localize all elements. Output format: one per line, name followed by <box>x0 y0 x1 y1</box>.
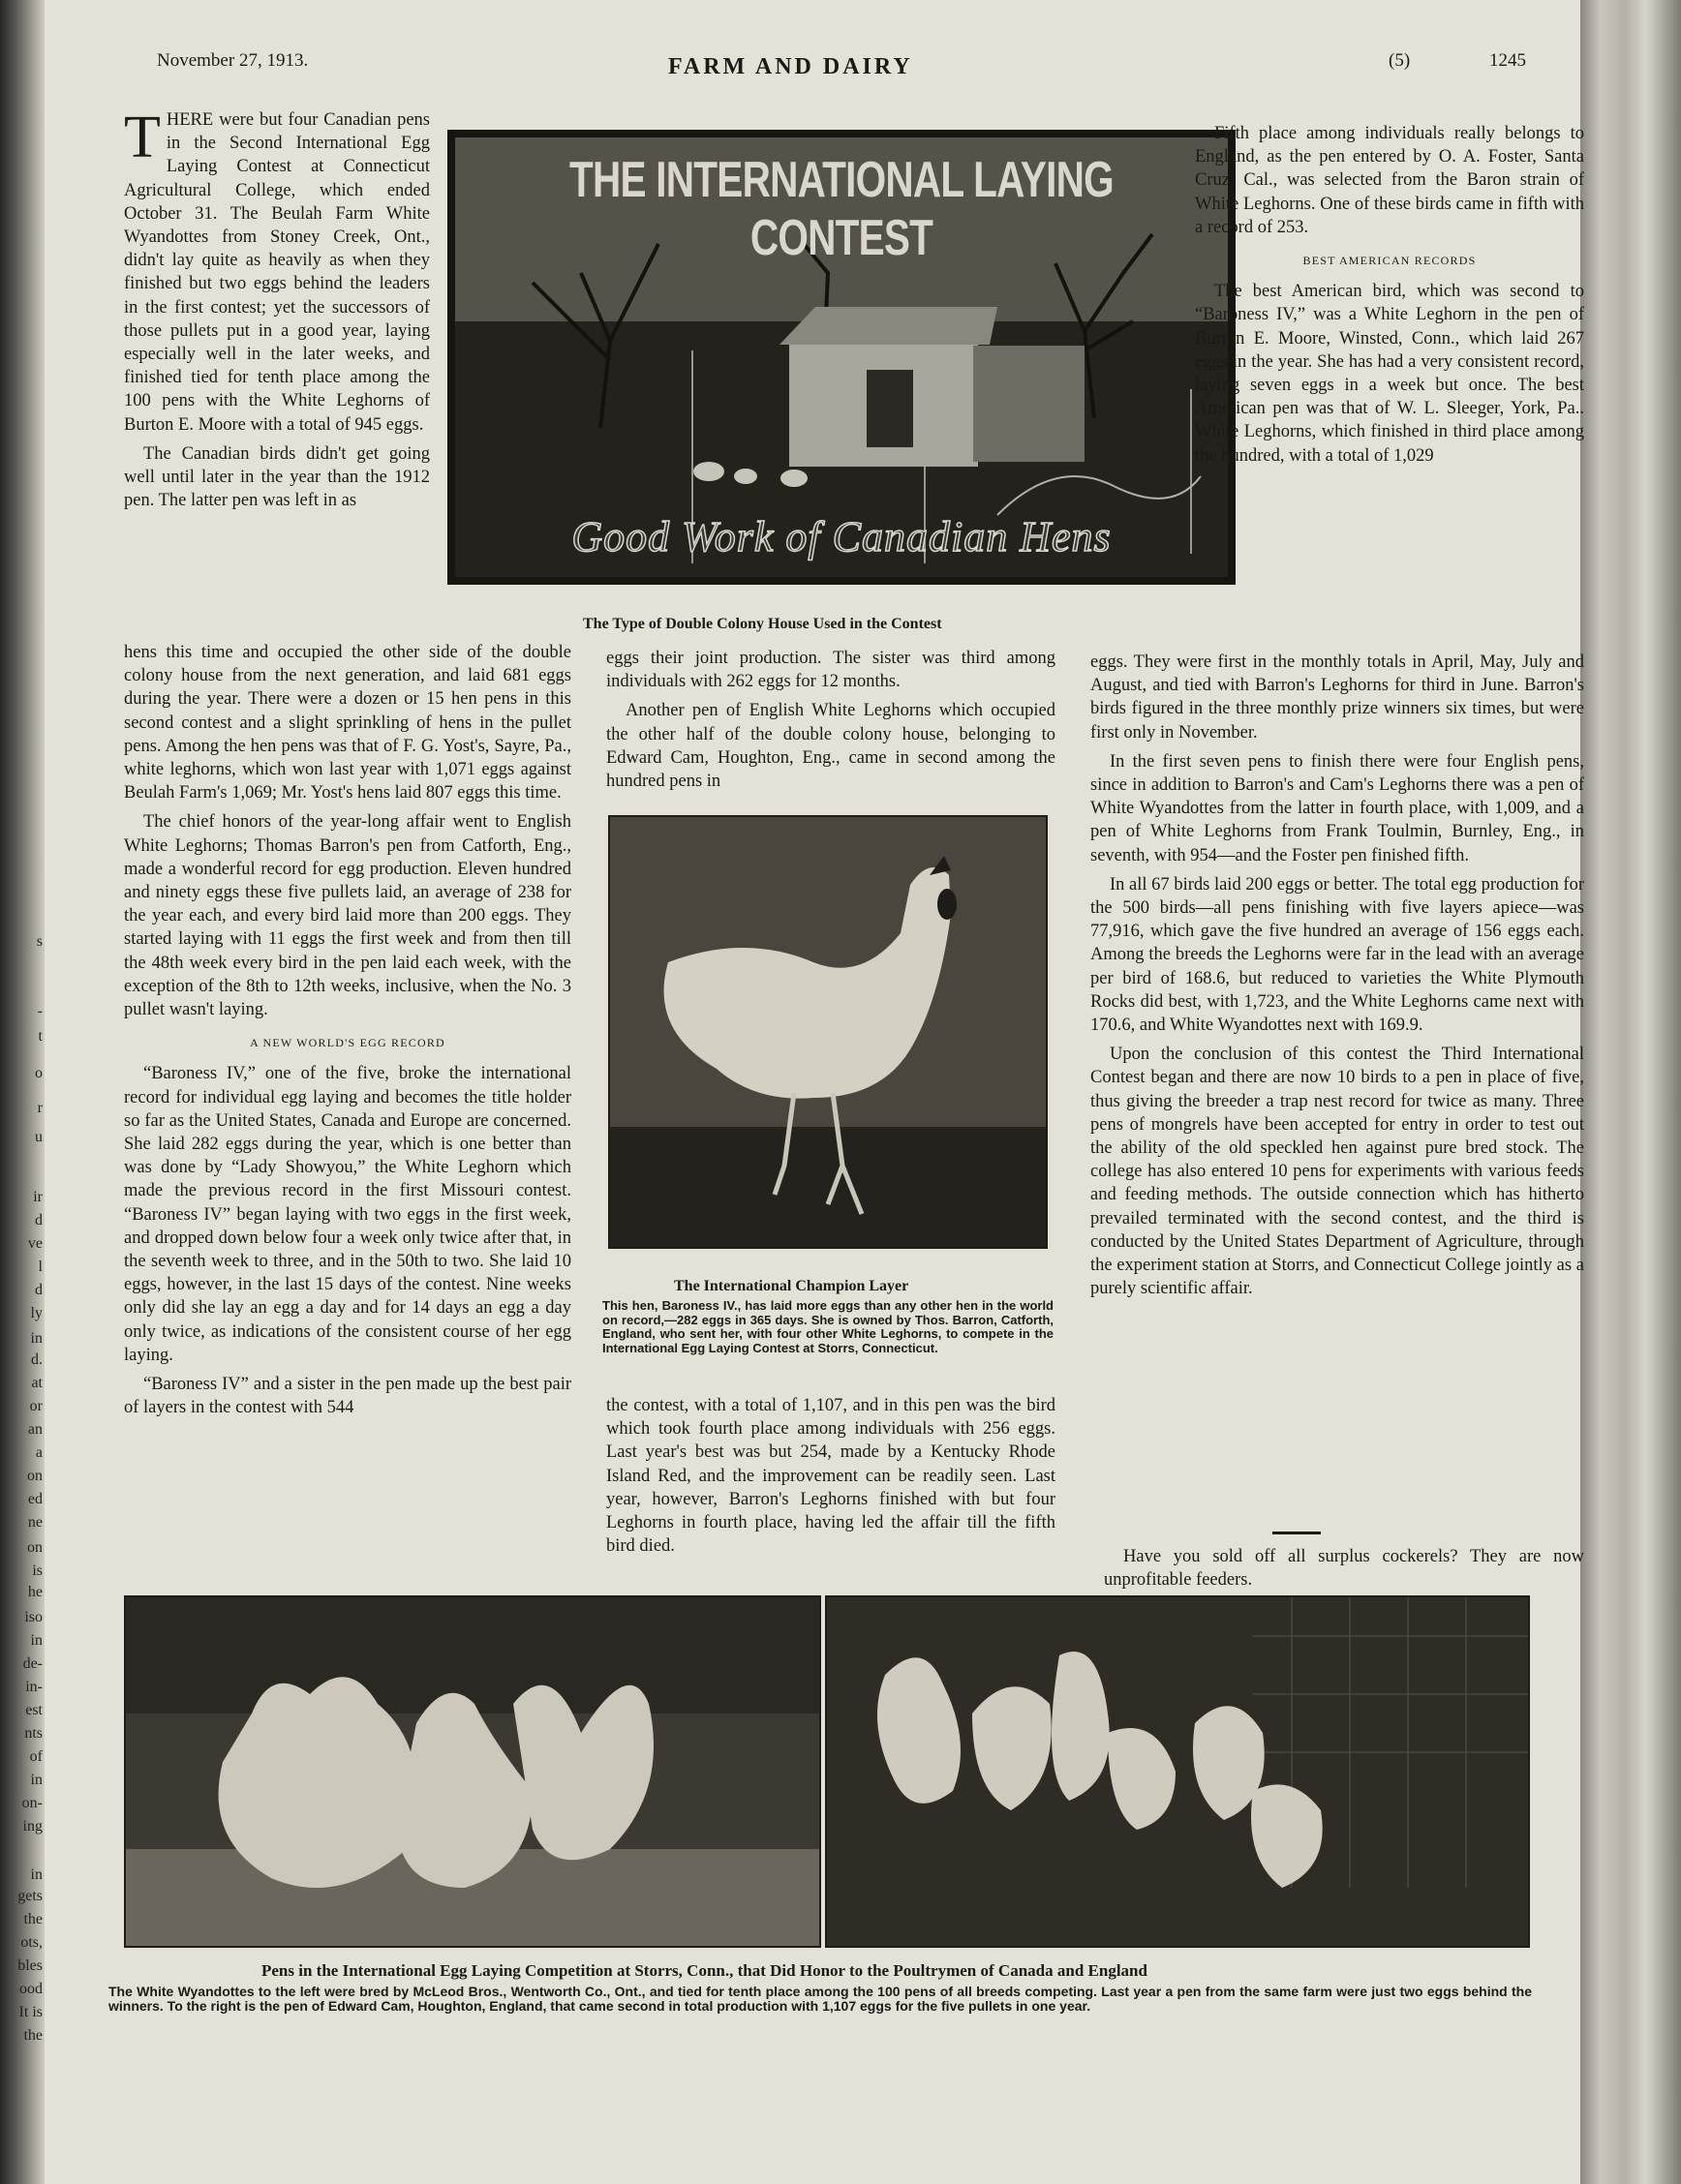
subheading: A NEW WORLD'S EGG RECORD <box>250 1036 445 1050</box>
paragraph: Another pen of English White Leghorns which occupied the other half of the double colony house, belonging to Edward Cam, Houghton, Eng., came in second among the hundred pens in <box>606 701 1055 792</box>
adjacent-page-fragment: iso <box>24 1609 43 1625</box>
adjacent-page-fragment: a <box>35 1444 43 1461</box>
adjacent-page-fragment: on <box>27 1468 43 1484</box>
adjacent-page-fragment: nts <box>24 1725 43 1742</box>
champion-hen-photo <box>608 815 1048 1249</box>
adjacent-page-fragment: r <box>37 1100 43 1116</box>
adjacent-page-fragment: - <box>37 1003 43 1019</box>
subheading: BEST AMERICAN RECORDS <box>1302 254 1477 268</box>
column-1-bottom <box>124 641 571 1426</box>
adjacent-page-fragment: of <box>29 1748 43 1765</box>
adjacent-page-fragment: an <box>27 1421 43 1438</box>
adjacent-page-fragment: ing <box>22 1818 43 1835</box>
bottom-photos-title: Pens in the International Egg Laying Competition at Storrs, Conn., that Did Honor to the Poultrymen of Canada and England <box>261 1961 1147 1980</box>
adjacent-page-fragment: d. <box>31 1351 43 1368</box>
adjacent-page-fragment: ir <box>33 1189 43 1205</box>
adjacent-page-fragment: in <box>30 1772 43 1788</box>
adjacent-page-fragment: in- <box>25 1679 43 1695</box>
adjacent-page-fragment: de- <box>22 1655 43 1672</box>
adjacent-page-fragment: ots, <box>20 1934 43 1951</box>
paragraph: The best American bird, which was second to “Baroness IV,” was a White Leghorn in the pen of Burton E. Moore, Winsted, Conn., which laid 267 eggs in the year. She has had a very consistent record, laying seven eggs in a week but once. The best American pen was that of W. L. Sleeger, York, Pa.. White Leghorns, which finished in third place among the hundred, with a total of 1,029 <box>1195 282 1584 466</box>
wyandottes-image <box>126 1597 819 1946</box>
paragraph: The Canadian birds didn't get going well until later in the year than the 1912 pen. The latter pen was left in as <box>124 443 430 511</box>
adjacent-page-fragment: t <box>38 1028 43 1045</box>
house-photo <box>447 130 1236 585</box>
adjacent-page-fragment: or <box>29 1398 43 1414</box>
house-photo-title: THE INTERNATIONAL LAYING CONTEST <box>569 152 1114 266</box>
adjacent-page-fragment: o <box>35 1065 43 1081</box>
adjacent-page-fragment: he <box>27 1584 43 1600</box>
adjacent-page-fragment: It is <box>18 2004 43 2020</box>
column-1-top <box>124 105 430 518</box>
adjacent-page-fragment: est <box>25 1702 43 1718</box>
paragraph: In the first seven pens to finish there were four English pens, since in addition to Barron's and Cam's Leghorns there was a pen of White Wyandottes from the latter in fourth place, with 1,009, and a pen of White Leghorns from Frank Toulmin, Burnley, Eng., in seventh, with 954—and the Foster pen finished fifth. <box>1090 751 1584 865</box>
adjacent-page-fragment: the <box>23 1911 43 1927</box>
barron-pen-photo <box>825 1595 1530 1948</box>
adjacent-page-fragment: on <box>27 1539 43 1556</box>
drop-cap: T <box>124 105 161 170</box>
paragraph: Fifth place among individuals really belongs to England, as the pen entered by O. A. Foster, Santa Cruz, Cal., was selected from the Baron strain of White Leghorns. One of these birds came in fifth with a record of 253. <box>1195 124 1584 237</box>
filler-tip: Have you sold off all surplus cockerels? They are now unprofitable feeders. <box>1104 1547 1584 1591</box>
adjacent-page-fragment: d <box>35 1282 43 1298</box>
paragraph: hens this time and occupied the other side of the double colony house from the next generation, and laid 681 eggs during the year. There were a dozen or 15 hen pens in this second contest and a slight sprinkling of hens in the pullet pens. Among the hen pens was that of F. G. Yost's, Sayre, Pa., white leghorns, which won last year with 1,071 eggs against Beulah Farm's 1,069; Mr. Yost's hens laid 807 eggs this time. <box>124 643 571 804</box>
adjacent-page-fragment: s <box>36 933 43 950</box>
adjacent-page-fragment: d <box>35 1212 43 1228</box>
paragraph-opening: THERE were but four Canadian pens in the Second International Egg Laying Contest at Connecticut Agricultural College, which ended October 31. The Beulah Farm White Wyandottes from Stoney Creek, Ont., didn't lay quite as heavily as when they finished but two eggs behind the leaders in the first contest; yet the successors of those pullets put in a good year, laying especially well in the later weeks, and finished tied for tenth place among the 100 pens with the White Leghorns of Burton E. Moore with a total of 945 eggs. <box>124 105 430 435</box>
paragraph: eggs. They were first in the monthly totals in April, May, July and August, and tied with Barron's Leghorns for third in June. Barron's birds figured in the three monthly prize winners six times, but were first only in November. <box>1090 652 1584 743</box>
adjacent-page-fragment: the <box>23 2027 43 2044</box>
section-page: (5) <box>1389 50 1411 71</box>
adjacent-page-fragment: ne <box>27 1514 43 1531</box>
page-binding <box>1580 0 1681 2184</box>
adjacent-page-fragment: u <box>35 1129 43 1145</box>
adjacent-page-fragment: l <box>38 1259 43 1275</box>
section-divider <box>1272 1532 1321 1534</box>
adjacent-page-fragment: gets <box>17 1888 43 1904</box>
column-2-bottom <box>606 1394 1055 1563</box>
paragraph: “Baroness IV,” one of the five, broke the international record for individual egg laying and becomes the title holder so far as the United States, Canada and Europe are concerned. She laid 282 eggs during the year, which is one better than was done by “Lady Showyou,” the White Leghorn which made the previous record in the first Missouri contest. “Baroness IV” began laying with two eggs in the first week, and dropped down below four a week only twice after that, in the seventh week to three, and in the 50th to two. She laid 10 eggs, however, in the last 15 days of the contest. Nine weeks only did she lay an egg a day and for 14 days an egg a day only twice, as indications of the consistent course of her egg laying. <box>124 1064 571 1365</box>
adjacent-page-fragment: in <box>30 1632 43 1649</box>
adjacent-page-fragment: is <box>32 1562 43 1579</box>
bottom-photos-caption: The White Wyandottes to the left were bred by McLeod Bros., Wentworth Co., Ont., and tied for tenth place among the 100 pens of all breeds competing. Last year a pen from the same farm were just two eggs behind the winners. To the right is the pen of Edward Cam, Houghton, England, that came second in total production with 1,107 eggs for the five pullets in one year. <box>108 1984 1532 2014</box>
hen-photo-title: The International Champion Layer <box>674 1278 909 1294</box>
house-photo-subtitle: Good Work of Canadian Hens <box>571 513 1112 561</box>
wyandottes-photo <box>124 1595 821 1948</box>
adjacent-page-fragment: ly <box>30 1305 43 1321</box>
paragraph: The chief honors of the year-long affair went to English White Leghorns; Thomas Barron's pen from Catforth, Eng., made a wonderful record for egg production. Eleven hundred and ninety eggs these five pullets laid, an average of 238 for the year each, and every bird laid more than 200 eggs. They started laying with 11 eggs the first week and from then till the 48th week every bird in the pen laid each week, with the exception of the 8th to 12th weeks, inclusive, when the No. 3 pullet wasn't laying. <box>124 812 571 1020</box>
hen-photo-caption: This hen, Baroness IV., has laid more eggs than any other hen in the world on record,—282 eggs in 365 days. She is owned by Thos. Barron, Catforth, England, who sent her, with four other White Leghorns, to compete in the International Egg Laying Contest at Storrs, Connecticut. <box>602 1298 1054 1355</box>
issue-date: November 27, 1913. <box>157 50 309 71</box>
paragraph: Upon the conclusion of this contest the Third International Contest began and there are now 10 birds to a pen in place of five, thus giving the breeder a trap nest record for twice as many. Three pens of mongrels have been accepted for entry in order to test out the ability of the old speckled hen against pure bred stock. The college has also entered 10 pens for experiments with various feeds and feeding methods. The outside connection which has hitherto prevailed terminated with the second contest, and the third is conducted by the United States Department of Agriculture, through the experiment station at Storrs, and Connecticut College jointly as a purely scientific affair. <box>1090 1045 1584 1299</box>
adjacent-page-fragment: ood <box>19 1981 43 1997</box>
barron-pen-image <box>827 1597 1528 1946</box>
adjacent-page-fragment: on- <box>21 1795 43 1811</box>
adjacent-page-fragment: in <box>30 1866 43 1883</box>
column-3-bottom <box>1090 651 1584 1306</box>
column-2-top <box>606 647 1055 799</box>
paragraph: In all 67 birds laid 200 eggs or better. The total egg production for the 500 birds—all pens finishing with five layers apiece—was 77,916, which gave the five hundred an average of 156 eggs each. Among the breeds the Leghorns were far in the lead with an average per bird of 168.6, but reduced to varieties the White Plymouth Rocks did best, with 1,723, and the White Leghorns came next with 170.6, and White Wyandottes next with 169.9. <box>1090 874 1584 1036</box>
adjacent-page-fragment: ve <box>27 1235 43 1252</box>
paragraph: eggs their joint production. The sister was third among individuals with 262 eggs for 12 months. <box>606 649 1055 692</box>
page-number: 1245 <box>1489 50 1526 71</box>
adjacent-page-fragment: in <box>30 1330 43 1347</box>
publication-title: FARM AND DAIRY <box>668 54 913 79</box>
house-photo-caption: The Type of Double Colony House Used in the Contest <box>583 616 942 632</box>
hen-image <box>610 817 1046 1247</box>
adjacent-page-edge <box>0 0 45 2184</box>
column-3-top <box>1195 122 1584 473</box>
adjacent-page-fragment: at <box>31 1375 43 1391</box>
paragraph: “Baroness IV” and a sister in the pen made up the best pair of layers in the contest with 544 <box>124 1375 571 1418</box>
adjacent-page-fragment: ed <box>27 1491 43 1507</box>
paragraph: the contest, with a total of 1,107, and in this pen was the bird which took fourth place among individuals with 256 eggs. Last year's best was but 254, made by a Kentucky Rhode Island Red, and the improvement can be readily seen. Last year, however, Barron's Leghorns finished with but four Leghorns in fourth place, having led the affair till the fifth bird died. <box>606 1396 1055 1557</box>
adjacent-page-fragment: bles <box>17 1957 43 1974</box>
